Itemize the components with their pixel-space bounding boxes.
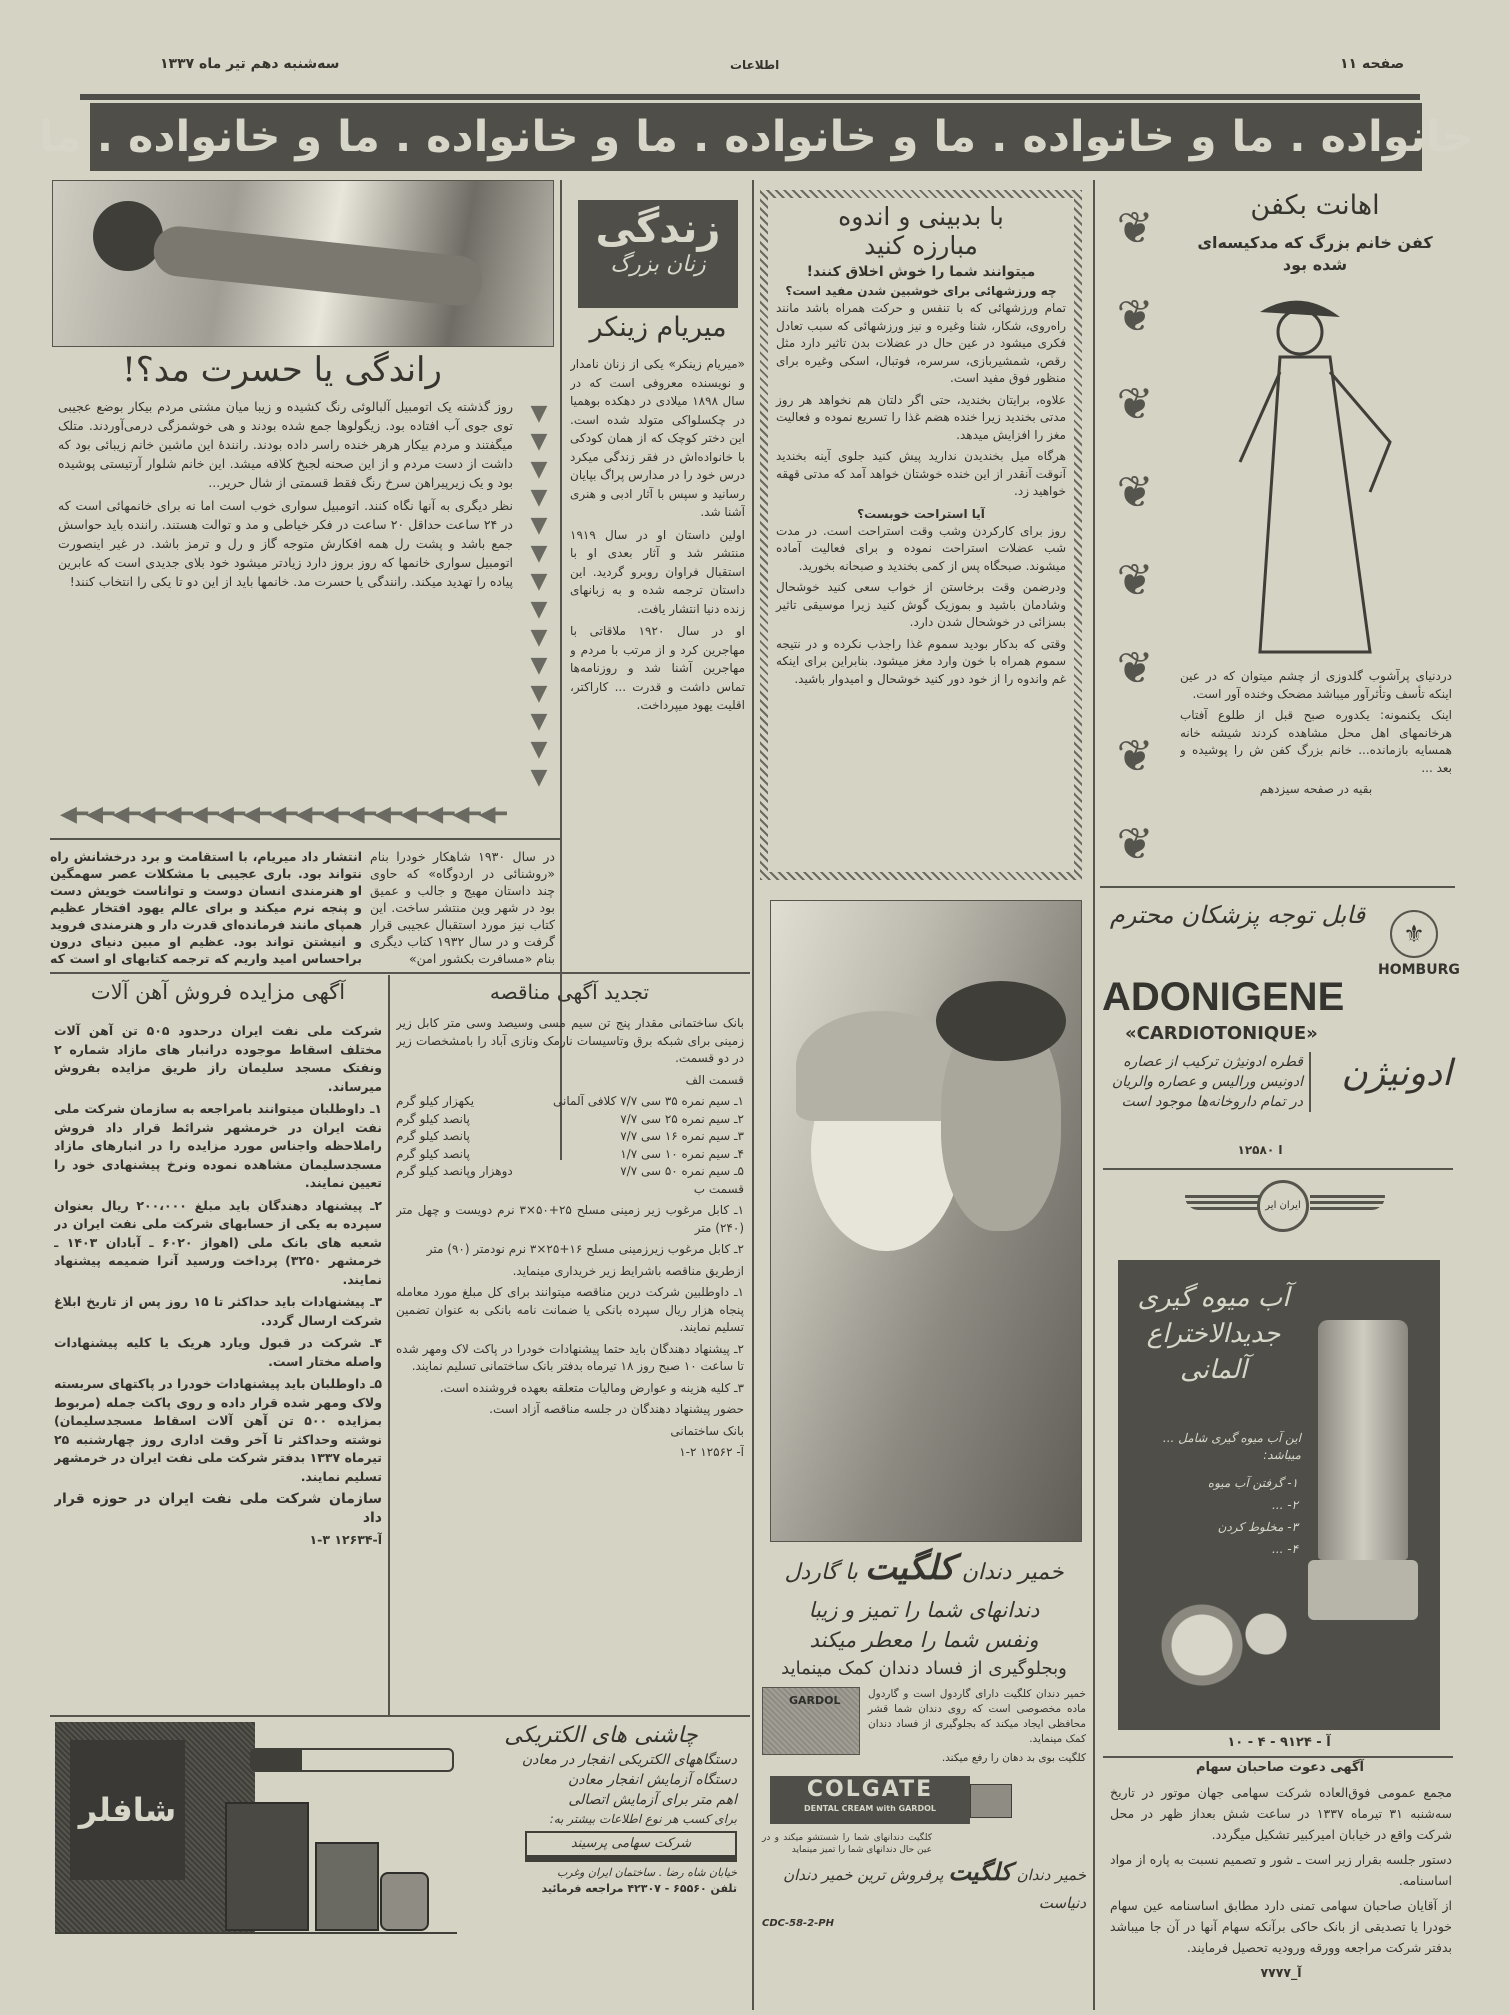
signature: سازمان شرکت ملی نفت ایران در حوزه قرار داد [54, 1491, 382, 1526]
tube-sub: DENTAL CREAM with GARDOL [803, 1804, 937, 1813]
juicer-base [1308, 1560, 1418, 1620]
schaffler-line: دستگاه آزمایش انفجار معادن [568, 1772, 737, 1788]
tender-item-row [396, 1146, 744, 1164]
notice-code: آ_۷۷۷۷ [1260, 1965, 1302, 1980]
woman-figure [93, 201, 163, 271]
footer-brand: کلگیت [948, 1858, 1012, 1886]
item-name: ۱ـ سیم نمره ۳۵ سی ۷/۷ کلافی آلمانی [553, 1094, 744, 1108]
adonigene-tagline: قابل توجه پزشکان محترم [1109, 901, 1366, 929]
page-number: صفحه ۱۱ [1340, 56, 1405, 72]
newspaper-name: اطلاعات [730, 58, 780, 72]
section-rule [1103, 1168, 1453, 1170]
paragraph: نظر دیگری به آنها نگاه کنند. اتومبیل سواری خوب است اما نه برای خانمهائی است که در ۲۴ ساعت حداقل ۲۰ ساعت در فکر خیاطی و مد و توالت هستند. راننده باید حواسش جمع باشد و پشت رل همه افکارش متوجه گاز و رل و ترمز باشد. در غیر اینصورت اتومبیل سواری خانمها که روز بروز دارد زیادتر میشود خود بلای جدیدی است که عابرین پیاده را تهدید میکند. رانندگی یا حسرت مد. خانمها باید از این دو تا یکی را انتخاب کنند! [58, 498, 513, 589]
paragraph: ازطریق مناقصه باشرایط زیر خریداری مینماید. [512, 1263, 744, 1278]
paragraph: روز گذشته یک اتومبیل آلبالوئی رنگ کشیده و زیبا میان مشتی مردم بیکار بوضع عجیبی توی جوی آب افتاده بود. زیگولوها جمع شده بودند و هی خوشمزگی درمی‌آوردند. متلک میگفتند و مردم بیکار هرهر خنده راسر داده بودند. رانندهٔ این ماشین خانم زیبائی بود که داشت از دست مردم و از این صحنه لجبخ کلافه میشد. این خانم شلوار آرتیستی پوشیده بود و یک زیرپیراهن سرخ رنگ فقط قسمتی از شال حریر... [58, 399, 513, 490]
colgate-headline [762, 1546, 1086, 1595]
colgate-brand: کلگیت [864, 1548, 955, 1588]
item-name: ۴ـ سیم نمره ۱۰ سی ۱/۷ [620, 1146, 744, 1161]
item-qty: پانصد کیلو گرم [396, 1146, 470, 1161]
miriam-continued-left: انتشار داد میریام، با استقامت و برد درخشانش راه نتواند بود. باری عجیبی با مشکلات عصر سهمگین او هنرمندی انسان دوست و تواناست خویش دست و پنجه نرم میکند و برای عالم یهود افتخار عظیم همپای مانند فرمانده‌ای قدرت دار و هنرمندی فروید و انیشتن تواند بود. عظیم او مبین دنیای درون براحساس امید واریم که ترجمه کتابهای او است که [50, 849, 362, 966]
paragraph: شرکت ملی نفت ایران درحدود ۵۰۵ تن آهن آلات مختلف اسقاط موجوده درانبار های مازاد شماره ۲ ونفتک مسجد سلیمان راز طریق مزایده بفروش میرساند. [54, 1023, 382, 1094]
homburg-maker: HOMBURG [1378, 962, 1460, 978]
pessimism-title-1: با بدبینی و اندوه [838, 202, 1004, 231]
man-hair [936, 981, 1066, 1061]
airline-logo-text: ایران ایر [1257, 1180, 1309, 1232]
item-qty: دوهزار وپانصد کیلو گرم [396, 1164, 513, 1178]
tube-brand: COLGATE [806, 1777, 934, 1802]
tender-item-row [396, 1093, 744, 1111]
paragraph: حضور پیشنهاد دهندگان در جلسه مناقصه آزاد است. [489, 1402, 744, 1416]
colgate-line-4: وبجلوگیری از فساد دندان کمک مینماید [781, 1658, 1067, 1679]
shroud-body [1180, 668, 1452, 873]
column-divider [388, 975, 390, 1715]
right-wing [1310, 1192, 1385, 1210]
cups-and-cake-illustration [1138, 1590, 1298, 1700]
couple-smiling-photo [770, 900, 1082, 1542]
paragraph: ودرضمن وقت برخاستن از خواب سعی کنید خوشحال وشادمان باشید و بموزیک گوش کنید زیرا موسیقی تاثیر بسزائی در خوشحال شدن دارد. [776, 580, 1066, 629]
juicer-appliance-illustration [1318, 1320, 1408, 1560]
paragraph: ۲ـ پیشنهاد دهندگان باید مبلغ ۲۰۰،۰۰۰ ریال بعنوان سپرده به یکی از حسابهای شرکت ملی نفت ایران در شعبه های بانک ملی (اهواز ۶۰۲۰ ـ آبادان ۱۴۰۳ ـ خرمشهر ۳۲۵۰) پرداخت ورسید آنرا ضمیمه پیشنهاد نمایند. [54, 1197, 382, 1287]
shareholders-title: آگهی دعوت صاحبان سهام [1196, 1760, 1364, 1775]
tender-body [396, 1015, 744, 1705]
paragraph: دستور جلسه بقرار زیر است ـ شور و تصمیم نسبت به پاره از مواد اساسنامه. [1110, 1852, 1452, 1888]
gardol-label: GARDOL [789, 1694, 841, 1707]
paragraph: خمیر دندان کلگیت دارای گاردول است و گاردول ماده مخصوصی است که روی دندان شما قشر محافظی ایجاد میکند که بجلوگیری از فساد دندان کمک مینماید. [868, 1688, 1086, 1745]
pessimism-title-2: مبارزه کنید [864, 231, 978, 260]
colgate-body [868, 1687, 1086, 1770]
feature-item: ۱- گرفتن آب میوه [1207, 1476, 1298, 1490]
woman-body [151, 224, 484, 308]
gardol-shield-image [762, 1687, 860, 1755]
paragraph: تمام ورزشهائی که با تنفس و حرکت همراه باشد مانند راه‌روی، شکار، شنا وغیره و نیز ورزشهائی که سبب تعادل فکری میشود در عین حال در عضلات بدن تاثیر دارد مثل رقص، شمشیربازی، سرسره، فوتبال، اسکی وغیره برای منظور فوق مفید است. [776, 301, 1066, 385]
schaffler-brand: شافلر [78, 1791, 177, 1829]
colgate-tube [762, 1776, 1086, 1828]
banner-text: خانواده . ما و خانواده . ما و خانواده . ما و خانواده . ما و خانواده . ما [38, 112, 1474, 162]
pessimism-question-1: چه ورزشهائی برای خوشبین شدن مفید است؟ [785, 284, 1057, 298]
shareholders-body [1110, 1782, 1452, 1987]
juicer-ad [1118, 1260, 1440, 1730]
feature-item: ۴- ... [1271, 1542, 1298, 1556]
footer-pre: خمیر دندان [1016, 1866, 1086, 1884]
paragraph: از آقایان صاحبان سهامی تمنی دارد مطابق اساسنامه عین سهام خودرا یا تصدیقی از بانک حاکی برآنکه سهام آنها در آن جا میباشد بدفتر شرکت مراجعه وورقه ورودیه تحصیل فرمایند. [1110, 1898, 1452, 1955]
shroud-subtitle: کفن خانم بزرگ که مدکیسه‌ای شده بود [1197, 233, 1433, 274]
section-rule [50, 838, 560, 840]
pessimism-question-2: آیا استراحت خوبست؟ [857, 506, 985, 521]
section-rule [50, 972, 750, 974]
banner-top-rule [80, 94, 1420, 100]
paragraph: اولین داستان او در سال ۱۹۱۹ منتشر شد و آثار بعدی او با استقبال فراوان روبرو گردید. این داستان ترجمه شده و به زبانهای زنده دنیا انتشار یافت. [570, 527, 745, 616]
schaffler-line: برای کسب هر نوع اطلاعات بیشتر به: [549, 1812, 737, 1826]
feature-item: ۲- ... [1271, 1498, 1298, 1512]
schaffler-phone: تلفن ۶۵۵۶۰ - ۴۲۳۰۷ مراجعه فرمائید [541, 1882, 737, 1895]
paragraph: ۳ـ پیشنهادات باید حداکثر تا ۱۵ روز پس از تاریخ ابلاغ شرکت ارسال گردد. [54, 1294, 382, 1328]
paragraph: ۲ـ پیشنهاد دهندگان باید حتما پیشنهادات خودرا در پاکت لاک ومهر شده تا ساعت ۱۰ صبح روز ۱۸ تیرماه بدفتر بانک ساختمانی تسلیم نمایند. [396, 1341, 744, 1373]
arrow-ornament-row: ◀━◀━◀━◀━◀━◀━◀━◀━◀━◀━◀━◀━◀━◀━◀━◀━◀━ [60, 805, 505, 827]
paragraph: هرگاه میل بخندیدن ندارید پیش کنید جلوی آینه بخندید آنوقت آنقدر از این خنده خوشتان خواهد آمد که مدتی قهقه خواهید زد. [776, 449, 1066, 498]
homburg-logo-icon: ⚜ [1390, 910, 1438, 958]
iron-auction-body [54, 1022, 382, 1687]
colgate-copy-stack [762, 1546, 1086, 1931]
item-name: ۵ـ سیم نمره ۵۰ سی ۷/۷ [620, 1164, 744, 1178]
ad-code: آ-۱۲۶۳۴ ۳-۱ [309, 1532, 382, 1547]
colgate-code: CDC-58-2-PH [762, 1918, 835, 1929]
schaffler-line: اهم متر برای آزمایش اتصالی [568, 1792, 737, 1808]
item-qty: پانصد کیلو گرم [396, 1129, 470, 1143]
iron-auction-title: آگهی مزایده فروش آهن آلات [90, 980, 346, 1004]
signature: بانک ساختمانی [670, 1423, 744, 1438]
left-wing [1185, 1192, 1260, 1210]
headline-post: با گاردل [784, 1560, 858, 1585]
tender-item-b: ۲ـ کابل مرغوب زیرزمینی مسلح ۱۶+۲۵×۳ نرم نودمتر (۹۰) متر [426, 1242, 744, 1256]
continued-note: بقیه در صفحه سیزدهم [1259, 782, 1373, 796]
gardol-row [762, 1687, 1086, 1770]
schaffler-border [55, 1722, 457, 1934]
miriam-title: میریام زینکر [589, 312, 727, 343]
miriam-continued-right: در سال ۱۹۳۰ شاهکار خودرا بنام «روشنائی در اردوگاه» که حاوی چند داستان مهیج و جالب و عمیق بود در شهر وین منتشر ساخت. این کتاب نیز مورد استقبال عجیبی قرار گرفت و در سال ۱۹۳۲ کتاب دیگری بنام «مسافرت بکشور امن» [370, 849, 555, 966]
schaffler-line: دستگاههای الکتریکی انفجار در معادن [521, 1752, 737, 1768]
paragraph: ۴ـ شرکت در قبول ویارد هریک یا کلیه پیشنهادات واصله مختار است. [54, 1335, 382, 1369]
schaffler-text-stack [465, 1722, 737, 1897]
adonigene-brand: ADONIGENE [1102, 975, 1345, 1019]
section-rule [1103, 1756, 1453, 1758]
pessimism-body-1 [768, 298, 1074, 507]
headline-pre: خمیر دندان [961, 1560, 1064, 1585]
juicer-code: آ - ۹۱۲۴ - ۴ - ۱۰ [1227, 1735, 1331, 1750]
schaffler-company: شرکت سهامی پرسیند [525, 1831, 737, 1857]
driving-article-body [58, 397, 513, 795]
tender-title: تجدید آگهی مناقصه [489, 980, 650, 1004]
tender-intro: بانک ساختمانی مقدار پنج تن سیم مسی وسیصد وسی متر کابل زیر زمینی برای شبکه برق وتاسیسات نارمک ونازی آباد را بامشخصات زیر در دو قسمت. [396, 1016, 744, 1065]
issue-date: سه‌شنبه دهم تیر ماه ۱۳۳۷ [160, 56, 340, 72]
juicer-features [1138, 1472, 1298, 1560]
masthead [0, 50, 1510, 80]
fashion-sketch [1200, 292, 1430, 662]
section-b-label: قسمت ب [693, 1181, 744, 1196]
driving-article-title: راندگی یا حسرت مد؟! [122, 350, 442, 390]
shroud-title: اهانت بکفن [1250, 190, 1380, 221]
paragraph: اینک یکنمونه: یکدوره صبح قبل از طلوع آفتاب هرخانمهای اهل محل مشاهده کردند شیشه خانه همسایه بازمانده... خانم بزرگ کفن ش را پوشیده و بعد ... [1180, 708, 1452, 775]
tender-item-row [396, 1111, 744, 1129]
adonigene-description: قطره ادونیژن ترکیب از عصاره ادونیس ورالیس و عصاره والریان در تمام داروخانه‌ها موجود است [1103, 1052, 1311, 1112]
paragraph: او در سال ۱۹۲۰ ملاقاتی با مهاجرین کرد و از مرتب با مردم و مهاجرین آشنا شد و روزنامه‌ها تماس داشت و قدرت ... کاراکتر، اقلیت یهود میپرداخت. [570, 624, 745, 712]
item-name: ۳ـ سیم نمره ۱۶ سی ۷/۷ [620, 1129, 744, 1143]
schaffler-address: خیابان شاه رضا . ساختمان ایران وغرب [556, 1866, 737, 1879]
adonigene-persian-name: ادونیژن [1341, 1053, 1452, 1094]
juicer-headline: آب میوه گیری جدیدالاختراع آلمانی [1137, 1283, 1290, 1385]
feature-item: ۳- مخلوط کردن [1217, 1520, 1298, 1534]
adonigene-code: ۱۲۵۸۰ ا [1237, 1143, 1283, 1157]
colgate-body-3: کلگیت دندانهای شما را شستشو میکند و در عین حال دندانهای شما را تمیز مینماید [762, 1833, 932, 1855]
item-qty: یکهزار کیلو گرم [396, 1094, 475, 1108]
pessimism-box [760, 190, 1082, 880]
paragraph: روز برای کارکردن وشب وقت استراحت است. در مدت شب عضلات استراحت نموده و برای فعالیت آماده میشوند. صبحگاه پس از کمی بخندید و صبحانه بخورید. [776, 523, 1066, 573]
section-banner [38, 103, 1474, 171]
ad-code: آ- ۱۲۵۶۲ ۲-۱ [679, 1445, 744, 1459]
tender-item-row [396, 1128, 744, 1146]
woman-reclining-photo [52, 180, 554, 347]
paragraph: کلگیت بوی بد دهان را رفع میکند. [941, 1752, 1086, 1764]
paragraph: ۳ـ کلیه هزینه و عوارض ومالیات متعلقه بعهده فروشنده است. [439, 1380, 744, 1395]
pessimism-subtitle: میتوانند شما را خوش اخلاق کنند! [806, 264, 1036, 280]
juicer-intro: این آب میوه گیری شامل ... میباشد: [1162, 1431, 1301, 1462]
item-name: ۲ـ سیم نمره ۲۵ سی ۷/۷ [620, 1111, 744, 1126]
column-divider [560, 180, 562, 1160]
airline-wings-logo [1185, 1180, 1385, 1235]
footer-post: پرفروش ترین خمیر دندان دنیاست [783, 1866, 1086, 1912]
arrow-ornament-column: ▼ ▼ ▼ ▼ ▼ ▼ ▼ ▼ ▼ ▼ ▼ ▼ ▼ ▼ [530, 401, 548, 790]
zendegi-logo-title: زندگی [595, 206, 721, 252]
column-divider [752, 180, 754, 2010]
schaffler-ad [55, 1722, 745, 1952]
column-divider [1093, 180, 1095, 2010]
tender-item-row [396, 1163, 744, 1181]
paragraph: علاوه، برایتان بخندید، حتی اگر دلتان هم نخواهد هر روز مدتی بخندید زیرا خنده هضم غذا را تسریع نموده و فعالیت مغز را افزایش میدهد. [776, 392, 1066, 442]
paragraph: «میریام زینکر» یکی از زنان نامدار و نویسنده معروفی است که در سال ۱۸۹۸ میلادی در دهکده بوهمیا در چکسلواکی متولد شده است. این دختر کوچک که از همان کودکی با خانواده‌اش در فقر زندگی میکرد درس خود را در مدارس پراگ بپایان رسانید و سپس با آثار ادبی و هنری آشنا شد. [570, 357, 745, 519]
paragraph: وقتی که بدکار بودید سموم غذا راجذب نکرده و در نتیجه سموم همراه با خون وارد مغز میشود. بنابراین برای اینکه غم واندوه را از خود دور کنید خوشحال و امیدوار باشید. [776, 636, 1066, 686]
zendegi-logo [578, 200, 738, 308]
zendegi-logo-subtitle: زنان بزرگ [610, 252, 706, 277]
colgate-line-3: ونفس شما را معطر میکند [809, 1628, 1039, 1652]
schaffler-title: چاشنی های الکتریکی [504, 1723, 698, 1748]
section-a-label: قسمت الف [685, 1072, 744, 1087]
paragraph: ۱ـ داوطلبین شرکت درین مناقصه میتوانند برای کل مبلغ مورد معامله پنجاه هزار ریال سپرده بانکی یا ضمانت نامه بانکی به عنوان تضمین تسلیم نمایند. [396, 1285, 744, 1334]
paragraph: ۱ـ داوطلبان میتوانند بامراجعه به سازمان شرکت ملی نفت ایران در خرمشهر شرائط قرار داد فروش راملاحظه واجناس مورد مزایده را در انبارهای مازاد مسجدسلیمان مشاهده نموده ونرخ پیشنهادی خود را تعیین نمایند. [54, 1101, 382, 1190]
paragraph: دردنیای پرآشوب گلدوزی از چشم میتوان که در عین اینکه تأسف وتأثرآور میباشد مضحک وخنده آور است. [1180, 669, 1452, 701]
colgate-footer [762, 1858, 1086, 1917]
tube-cap [970, 1784, 1012, 1818]
section-rule [50, 1715, 750, 1717]
peacock-ornament-column: ❦ ❦ ❦ ❦ ❦ ❦ ❦ ❦ [1116, 203, 1154, 870]
tender-item-b: ۱ـ کابل مرغوب زیر زمینی مسلح ۲۵+۵۰×۳ نرم دویست و چهل متر (۲۴۰) متر [396, 1203, 744, 1235]
paragraph: مجمع عمومی فوق‌العاده شرکت سهامی جهان موتور در تاریخ سه‌شنبه ۳۱ تیرماه ۱۳۳۷ در ساعت شش بعداز ظهر در محل شرکت واقع در خیابان امیرکبیر تشکیل میگردد. [1110, 1785, 1452, 1842]
colgate-line-2: دندانهای شما را تمیز و زیبا [808, 1598, 1040, 1622]
woman-in-sack-dress-illustration [1200, 292, 1430, 662]
item-qty: پانصد کیلو گرم [396, 1111, 470, 1126]
paragraph: ۵ـ داوطلبان باید پیشنهادات خودرا در پاکتهای سربسته ولاک ومهر شده قرار داده و روی پاکت جمله (مربوط بمزایده ۵۰۰ تن آهن آلات اسقاط مسجدسلیمان) نوشته وحداکثر تا آخر وقت اداری روز چهارشنبه ۲۵ تیرماه ۱۳۳۷ بدفتر شرکت ملی نفت ایران در خرمشهر تسلیم نمایند. [54, 1376, 382, 1484]
pessimism-body-2 [768, 521, 1074, 695]
adonigene-sub-brand: «CARDIOTONIQUE» [1125, 1023, 1318, 1044]
tube-body [770, 1776, 970, 1824]
miriam-body [570, 355, 745, 967]
section-rule [1100, 886, 1455, 888]
